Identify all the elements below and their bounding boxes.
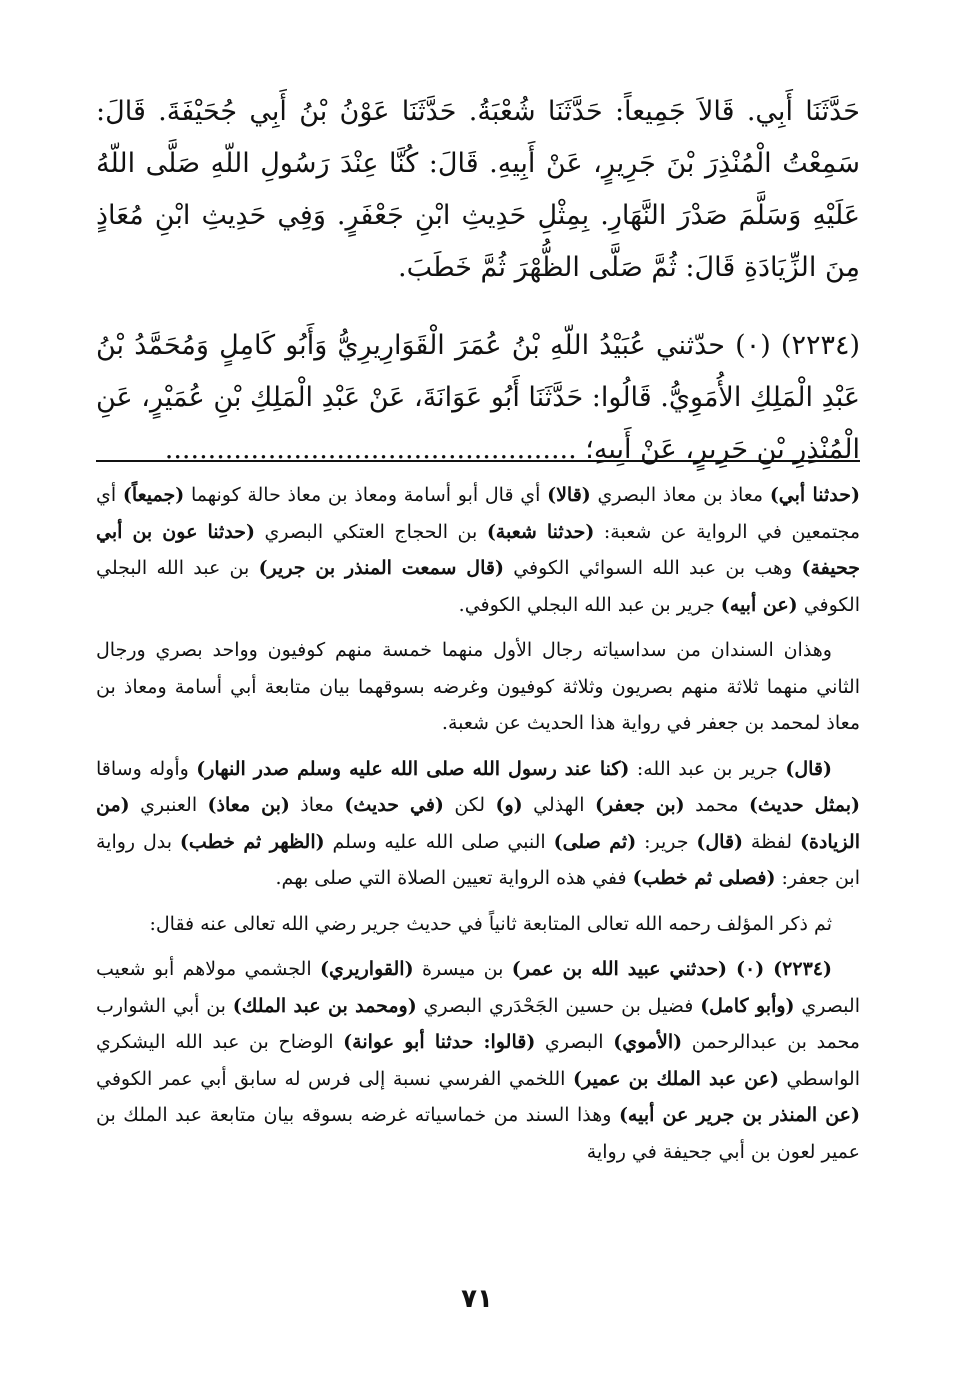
text-segment: وأوله وساقا [96, 757, 197, 780]
commentary-paragraph [96, 751, 860, 897]
hadith-paragraph-isnad [96, 320, 860, 476]
text-segment: البصري [535, 1031, 614, 1053]
text-segment: العنبري [129, 794, 208, 816]
bold-quote-segment: (الأموي) [613, 1031, 683, 1053]
text-segment: محمد [684, 794, 749, 816]
text-segment: لفظة [743, 830, 800, 853]
text-segment: ففي هذه الرواية تعيين الصلاة التي صلى بهم. [275, 867, 633, 889]
hadith-paragraph: حَدَّثَنَا أَبِي. قَالاَ جَمِيعاً: حَدَّثَنَا شُعْبَةُ. حَدَّثَنَا عَوْنُ بْنُ أَبِي جُحَيْفَةَ. قَالَ: سَمِعْتُ الْمُنْذِرَ بْنَ جَرِيرٍ، عَنْ أَبِيهِ. قَالَ: كُنَّا عِنْدَ رَسُولِ اللّهِ صَلَّى اللّهُ عَلَيْهِ وَسَلَّمَ صَدْرَ النَّهَارِ. بِمِثْلِ حَدِيثِ ابْنِ جَعْفَرٍ. وَفِي حَدِيثِ ابْنِ مُعَاذٍ مِنَ الزِّيَادَةِ قَالَ: ثُمَّ صَلَّى الظُّهْرَ ثُمَّ خَطَبَ. [96, 96, 860, 283]
bold-quote-segment: (قال سمعت المنذر بن جرير) [258, 557, 504, 579]
text-segment: النبي صلى الله عليه وسلم [324, 830, 554, 853]
bold-quote-segment: (وأبو كامل) [700, 994, 795, 1017]
bold-quote-segment: (حدثنا شعبة) [486, 520, 595, 543]
text-segment: جرير بن عبد الله البجلي الكوفي. [458, 593, 721, 616]
bold-quote-segment: (٢٢٣٤) (٠) (حدثني عبيد الله بن عمر) [511, 958, 832, 980]
text-segment: الوضاح بن عبد الله اليشكري الواسطي [96, 1031, 861, 1090]
bold-quote-segment: (ومحمد بن عبد الملك) [232, 994, 417, 1017]
commentary-paragraph [96, 477, 860, 623]
bold-quote-segment: (القواريري) [320, 958, 414, 980]
text-segment: فضيل بن حسين الجَحْدَري البصري [416, 994, 701, 1017]
text-segment: بن أبي الشوارب محمد بن عبدالرحمن [96, 994, 860, 1053]
text-segment: أي مجتمعين في الرواية عن شعبة: [96, 484, 861, 543]
text-segment: اللخمي الفرسي نسبة إلى فرس له سابق أبي عمر الكوفي [96, 1067, 573, 1090]
bold-quote-segment: (قالا) [547, 484, 591, 506]
text-segment: بن عبد الله البجلي الكوفي [96, 557, 860, 616]
hadith-isnad-text: (٢٢٣٤) (٠) حدّثني عُبَيْدُ اللّهِ بْنُ عُمَرَ الْقَوَارِيرِيُّ وَأَبُو كَامِلٍ وَمُحَمَّدُ بْنُ عَبْدِ الْمَلِكِ الأُمَوِيُّ. قَالُوا: حَدَّثَنَا أَبُو عَوَانَةَ، عَنْ عَبْدِ الْمَلِكِ بْنِ عُمَيْرٍ، عَنِ الْمُنْذِرِ بْنِ جَرِيرٍ، عَنْ أَبِيهِ؛ [96, 330, 860, 465]
text-segment: معاذ بن معاذ البصري [590, 484, 770, 506]
bold-quote-segment: (قال) [785, 757, 832, 780]
bold-quote-segment: (من الزيادة) [96, 794, 860, 853]
bold-quote-segment: (بن جعفر) [594, 794, 685, 816]
text-segment: جرير بن عبد الله: [629, 757, 786, 780]
commentary [96, 477, 860, 1179]
bold-quote-segment: (كنا عند رسول الله صلى الله عليه وسلم صدر النهار) [196, 757, 630, 780]
commentary-paragraph [96, 951, 860, 1170]
ellipsis-dots: ................................................ [164, 434, 577, 465]
commentary-paragraph [96, 632, 860, 742]
text-segment: الهذلي [522, 794, 595, 816]
text-segment: بن ميسرة [413, 958, 512, 980]
bold-quote-segment: (عن أبيه) [720, 593, 798, 616]
bold-quote-segment: (حدثنا أبي) [769, 484, 860, 506]
bold-quote-segment: (قالوا: حدثنا أبو عوانة) [343, 1031, 536, 1053]
text-segment: وهب بن عبد الله السوائي الكوفي [503, 557, 802, 579]
bold-quote-segment: (حدثنا عون بن أبي جحيفة) [96, 520, 860, 579]
text-segment: الجشمي مولاهم أبو شعيب البصري [96, 958, 860, 1017]
text-segment: لكن [443, 794, 496, 816]
text-segment: معاذ [289, 794, 345, 816]
bold-quote-segment: (قال) [696, 830, 744, 853]
bold-quote-segment: (عن المنذر بن جرير عن أبيه) [618, 1104, 861, 1126]
text-segment: ثم ذكر المؤلف رحمه الله تعالى المتابعة ثانياً في حديث جرير رضي الله تعالى عنه فقال: [149, 912, 832, 935]
text-segment: بن الحجاج العتكي البصري [255, 520, 487, 543]
commentary-paragraph [96, 906, 860, 943]
text-segment: جرير: [636, 830, 697, 853]
bold-quote-segment: (عن عبد الملك بن عمير) [572, 1067, 779, 1090]
bold-quote-segment: (و) [495, 794, 523, 816]
text-segment: أي قال أبو أسامة ومعاذ بن معاذ حالة كونهما [184, 484, 548, 506]
text-segment: بدل رواية ابن جعفر: [96, 830, 860, 889]
bold-quote-segment: (بن معاذ) [207, 794, 290, 816]
bold-quote-segment: (ثم صلى) [553, 830, 637, 853]
text-segment: وهذا السند من خماسياته غرضه بسوقه بيان متابعة عبد الملك بن عمير لعون بن أبي جحيفة في رواية [96, 1104, 860, 1163]
bold-quote-segment: (بمثل حديث) [748, 794, 860, 816]
page-number: ٧١ [461, 1284, 493, 1314]
bold-quote-segment: (جميعاً) [122, 484, 185, 506]
hadith-text [96, 86, 860, 476]
text-segment: وهذان السندان من سداسياته رجال الأول منهما خمسة منهم كوفيون وواحد بصري ورجال الثاني منهما ثلاثة منهم بصريون وثلاثة كوفيون وغرضه بسوقهما بيان متابعة أبي أسامة ومعاذ بن معاذ لمحمد بن جعفر في رواية هذا الحديث عن شعبة. [96, 639, 860, 734]
separator-line [96, 460, 860, 462]
bold-quote-segment: (في حديث) [344, 794, 444, 816]
bold-quote-segment: (فصلى ثم خطب) [632, 867, 776, 889]
bold-quote-segment: (الظهر ثم خطب) [179, 830, 325, 853]
